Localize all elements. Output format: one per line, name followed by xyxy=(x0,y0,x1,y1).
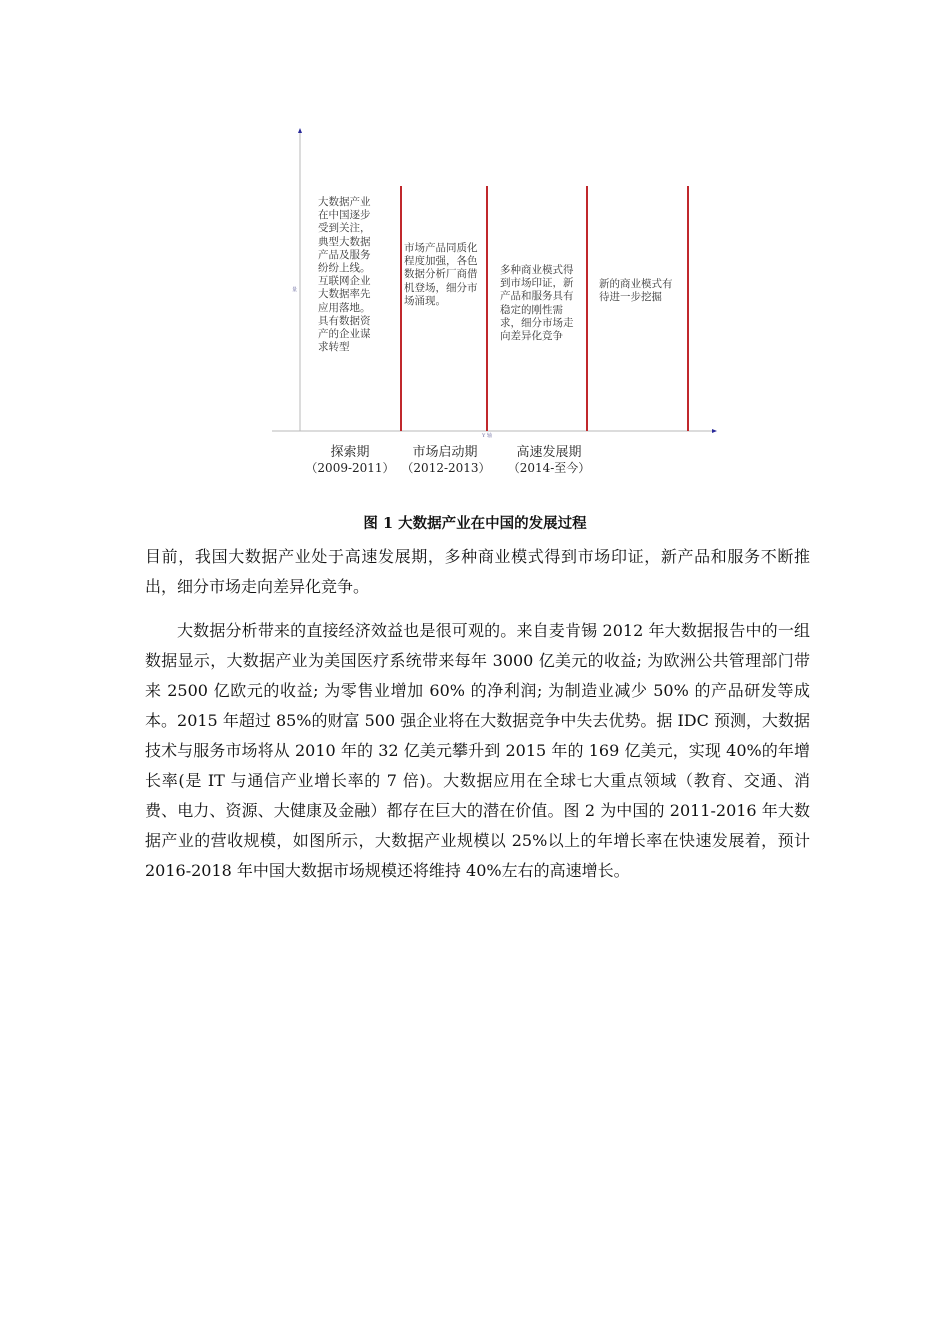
x-axis-label: Y 轴 xyxy=(482,433,492,439)
paragraph-2: 大数据分析带来的直接经济效益也是很可观的。来自麦肯锡 2012 年大数据报告中的一组数据显示，大数据产业为美国医疗系统带来每年 3000 亿美元的收益; 为欧洲公共管理部门带来 2500 亿欧元的收益; 为零售业增加 60% 的净利润; 为制造业减少 50% 的产品研发等成本。2015 年超过 85%的财富 500 强企业将在大数据竞争中失去优势。据 IDC 预测，大数据技术与服务市场将从 2010 年的 32 亿美元攀升到 2015 年的 169 亿美元，实现 40%的年增长率(是 IT 与通信产业增长率的 7 倍)。大数据应用在全球七大重点领域（教育、交通、消费、电力、资源、大健康及金融）都存在巨大的潜在价值。图 2 为中国的 2011-2016 年大数据产业的营收规模，如图所示，大数据产业规模以 25%以上的年增长率在快速发展着，预计 2016-2018 年中国大数据市场规模还将维持 40%左右的高速增长。 xyxy=(145,621,810,880)
figure-caption: 图 1 大数据产业在中国的发展过程 xyxy=(363,515,587,532)
y-axis-arrow xyxy=(298,128,302,133)
x-label-launch-period: （2012-2013） xyxy=(401,461,491,475)
x-label-rapid-growth: 高速发展期 xyxy=(516,445,582,460)
phase-description-1: 大数据产业在中国逐步受到关注，典型大数据产品及服务纷纷上线。互联网企业大数据率先应用落地。具有数据资产的企业谋求转型 xyxy=(318,196,371,354)
x-label-launch: 市场启动期 xyxy=(412,445,478,460)
phase-description-2: 市场产品同质化程度加强，各色数据分析厂商借机登场，细分市场涌现。 xyxy=(404,242,478,307)
x-label-exploration-period: （2009-2011） xyxy=(305,461,395,475)
development-timeline-figure xyxy=(0,0,950,500)
x-label-exploration: 探索期 xyxy=(330,445,370,460)
x-label-rapid-growth-period: （2014-至今） xyxy=(507,461,591,475)
phase-description-4: 新的商业模式有待进一步挖掘 xyxy=(599,278,673,304)
phase-description-3: 多种商业模式得到市场印证，新产品和服务具有稳定的刚性需求，细分市场走向差异化竞争 xyxy=(500,264,574,343)
paragraph-1: 目前，我国大数据产业处于高速发展期，多种商业模式得到市场印证，新产品和服务不断推出，细分市场走向差异化竞争。 xyxy=(145,547,810,596)
x-axis-arrow xyxy=(712,429,717,433)
y-axis-label: 量 xyxy=(292,287,298,293)
